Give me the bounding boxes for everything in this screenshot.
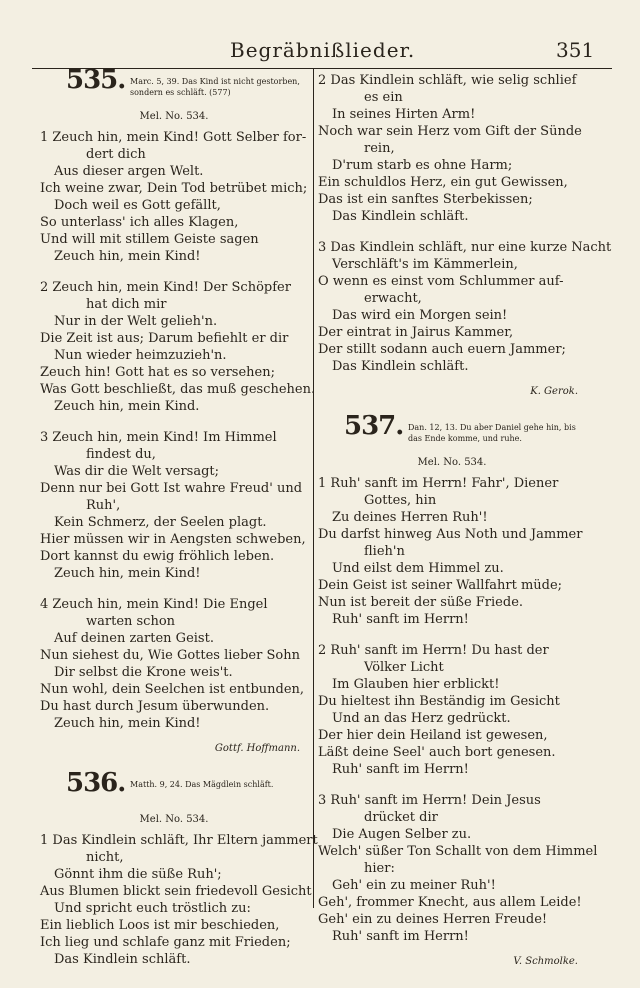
verse-line: Ich lieg und schlafe ganz mit Frieden;	[40, 935, 291, 950]
melody-reference: Mel. No. 534.	[417, 457, 487, 468]
hymn-536-heading	[40, 768, 308, 809]
verse-line: Denn nur bei Gott Ist wahre Freud' und	[40, 481, 303, 496]
verse-line: Das Kindlein schläft.	[54, 952, 191, 967]
right-column	[318, 72, 612, 988]
verse-line: Gönnt ihm die süße Ruh';	[54, 867, 222, 882]
verse-line: In seines Hirten Arm!	[332, 107, 476, 122]
verse-line: Nun wohl, dein Seelchen ist entbunden,	[40, 682, 305, 697]
verse-line: dert dich	[86, 147, 146, 162]
page-number: 351	[556, 38, 595, 62]
scripture-reference: Matth. 9, 24. Das Mägdlein schläft.	[130, 780, 274, 789]
hymn-author: Gottf. Hoffmann.	[214, 743, 300, 754]
verse-line: Zeuch hin, mein Kind!	[54, 716, 201, 731]
verse-line: Zeuch hin, mein Kind!	[54, 566, 201, 581]
verse-line: Dir selbst die Krone weis't.	[54, 665, 233, 680]
verse-line: warten schon	[86, 614, 176, 629]
verse-line: drücket dir	[364, 810, 438, 825]
verse-line: 1 Zeuch hin, mein Kind! Gott Selber for-	[40, 130, 307, 145]
verse-line: Das ist ein sanftes Sterbekissen;	[318, 192, 533, 207]
column-divider	[313, 68, 314, 908]
verse-line: Das Kindlein schläft.	[332, 359, 469, 374]
verse-line: Geh' ein zu meiner Ruh'!	[332, 878, 496, 893]
stanza	[318, 475, 586, 628]
verse-line: 2 Das Kindlein schläft, wie selig schlief	[318, 73, 577, 88]
verse-line: Ruh',	[86, 498, 121, 513]
hymn-number: 535.	[66, 65, 126, 95]
verse-line: Und will mit stillem Geiste sagen	[40, 232, 259, 247]
melody-reference: Mel. No. 534.	[139, 111, 209, 122]
verse-line: 2 Zeuch hin, mein Kind! Der Schöpfer	[40, 280, 291, 295]
verse-line: Geh', frommer Knecht, aus allem Leide!	[318, 895, 582, 910]
running-title: Begräbnißlieder.	[230, 38, 416, 62]
stanza	[318, 792, 598, 945]
verse-line: flieh'n	[364, 544, 405, 559]
scripture-reference: Marc. 5, 39. Das Kind ist nicht gestorben, sondern es schläft. (577)	[130, 77, 300, 97]
verse-line: O wenn es einst vom Schlummer auf-	[318, 274, 564, 289]
hymn-535-heading	[40, 65, 308, 106]
verse-line: Welch' süßer Ton Schallt von dem Himmel	[318, 844, 598, 859]
verse-line: Ruh' sanft im Herrn!	[332, 762, 469, 777]
verse-line: Gottes, hin	[364, 493, 437, 508]
verse-line: 4 Zeuch hin, mein Kind! Die Engel	[40, 597, 268, 612]
verse-line: 1 Das Kindlein schläft, Ihr Eltern jammert	[40, 833, 318, 848]
verse-line: Ruh' sanft im Herrn!	[332, 612, 469, 627]
verse-line: D'rum starb es ohne Harm;	[332, 158, 513, 173]
verse-line: Dort kannst du ewig fröhlich leben.	[40, 549, 275, 564]
verse-line: Der hier dein Heiland ist gewesen,	[318, 728, 548, 743]
verse-line: Ich weine zwar, Dein Tod betrübet mich;	[40, 181, 308, 196]
verse-line: Und eilst dem Himmel zu.	[332, 561, 504, 576]
stanza	[40, 279, 316, 415]
verse-line: Im Glauben hier erblickt!	[332, 677, 500, 692]
verse-line: erwacht,	[364, 291, 422, 306]
stanza	[40, 429, 308, 582]
verse-line: Zu deines Herren Ruh'!	[332, 510, 488, 525]
stanza	[318, 239, 612, 375]
verse-line: Läßt deine Seel' auch bort genesen.	[318, 745, 556, 760]
verse-line: Nun ist bereit der süße Friede.	[318, 595, 524, 610]
verse-line: hier:	[364, 861, 395, 876]
verse-line: nicht,	[86, 850, 124, 865]
left-column	[40, 65, 318, 982]
verse-line: hat dich mir	[86, 297, 167, 312]
verse-line: Das Kindlein schläft.	[332, 209, 469, 224]
verse-line: Zeuch hin, mein Kind!	[54, 249, 201, 264]
hymn-number: 537.	[344, 411, 404, 441]
verse-line: Die Augen Selber zu.	[332, 827, 472, 842]
verse-line: Auf deinen zarten Geist.	[54, 631, 214, 646]
stanza	[318, 72, 586, 225]
verse-line: Ein schuldlos Herz, ein gut Gewissen,	[318, 175, 568, 190]
verse-line: Zeuch hin, mein Kind.	[54, 399, 200, 414]
verse-line: Nun wieder heimzuzieh'n.	[54, 348, 227, 363]
hymn-author: K. Gerok.	[530, 386, 578, 397]
verse-line: Nur in der Welt gelieh'n.	[54, 314, 218, 329]
verse-line: Geh' ein zu deines Herren Freude!	[318, 912, 548, 927]
verse-line: 1 Ruh' sanft im Herrn! Fahr', Diener	[318, 476, 559, 491]
verse-line: Nun siehest du, Wie Gottes lieber Sohn	[40, 648, 300, 663]
verse-line: Du hast durch Jesum überwunden.	[40, 699, 270, 714]
verse-line: Der eintrat in Jairus Kammer,	[318, 325, 514, 340]
stanza	[318, 642, 586, 778]
melody-reference: Mel. No. 534.	[139, 814, 209, 825]
page-header	[0, 30, 640, 66]
verse-line: 2 Ruh' sanft im Herrn! Du hast der	[318, 643, 549, 658]
verse-line: Völker Licht	[364, 660, 444, 675]
verse-line: 3 Ruh' sanft im Herrn! Dein Jesus	[318, 793, 541, 808]
scripture-reference: Dan. 12, 13. Du aber Daniel gehe hin, bis das Ende komme, und ruhe.	[408, 423, 576, 443]
verse-line: 3 Das Kindlein schläft, nur eine kurze Nacht	[318, 240, 612, 255]
verse-line: Ein lieblich Loos ist mir beschieden,	[40, 918, 280, 933]
verse-line: Kein Schmerz, der Seelen plagt.	[54, 515, 267, 530]
hymn-537-heading	[318, 411, 586, 452]
hymn-author: V. Schmolke.	[513, 956, 578, 967]
verse-line: Und spricht euch tröstlich zu:	[54, 901, 251, 916]
verse-line: Noch war sein Herz vom Gift der Sünde	[318, 124, 582, 139]
verse-line: Doch weil es Gott gefällt,	[54, 198, 221, 213]
verse-line: Hier müssen wir in Aengsten schweben,	[40, 532, 306, 547]
verse-line: Und an das Herz gedrückt.	[332, 711, 511, 726]
verse-line: es ein	[364, 90, 403, 105]
stanza	[40, 832, 318, 968]
verse-line: rein,	[364, 141, 395, 156]
verse-line: Du hieltest ihn Beständig im Gesicht	[318, 694, 560, 709]
hymn-number: 536.	[66, 768, 126, 798]
verse-line: Das wird ein Morgen sein!	[332, 308, 508, 323]
verse-line: findest du,	[86, 447, 156, 462]
stanza	[40, 129, 308, 265]
verse-line: Was Gott beschließt, das muß geschehen.	[40, 382, 316, 397]
verse-line: Dein Geist ist seiner Wallfahrt müde;	[318, 578, 563, 593]
verse-line: Ruh' sanft im Herrn!	[332, 929, 469, 944]
verse-line: Der stillt sodann auch euern Jammer;	[318, 342, 566, 357]
verse-line: Du darfst hinweg Aus Noth und Jammer	[318, 527, 583, 542]
verse-line: So unterlass' ich alles Klagen,	[40, 215, 239, 230]
verse-line: Was dir die Welt versagt;	[54, 464, 220, 479]
verse-line: Verschläft's im Kämmerlein,	[332, 257, 518, 272]
verse-line: Die Zeit ist aus; Darum befiehlt er dir	[40, 331, 289, 346]
stanza	[40, 596, 308, 732]
verse-line: 3 Zeuch hin, mein Kind! Im Himmel	[40, 430, 277, 445]
verse-line: Zeuch hin! Gott hat es so versehen;	[40, 365, 275, 380]
verse-line: Aus dieser argen Welt.	[54, 164, 204, 179]
verse-line: Aus Blumen blickt sein friedevoll Gesicht	[40, 884, 312, 899]
